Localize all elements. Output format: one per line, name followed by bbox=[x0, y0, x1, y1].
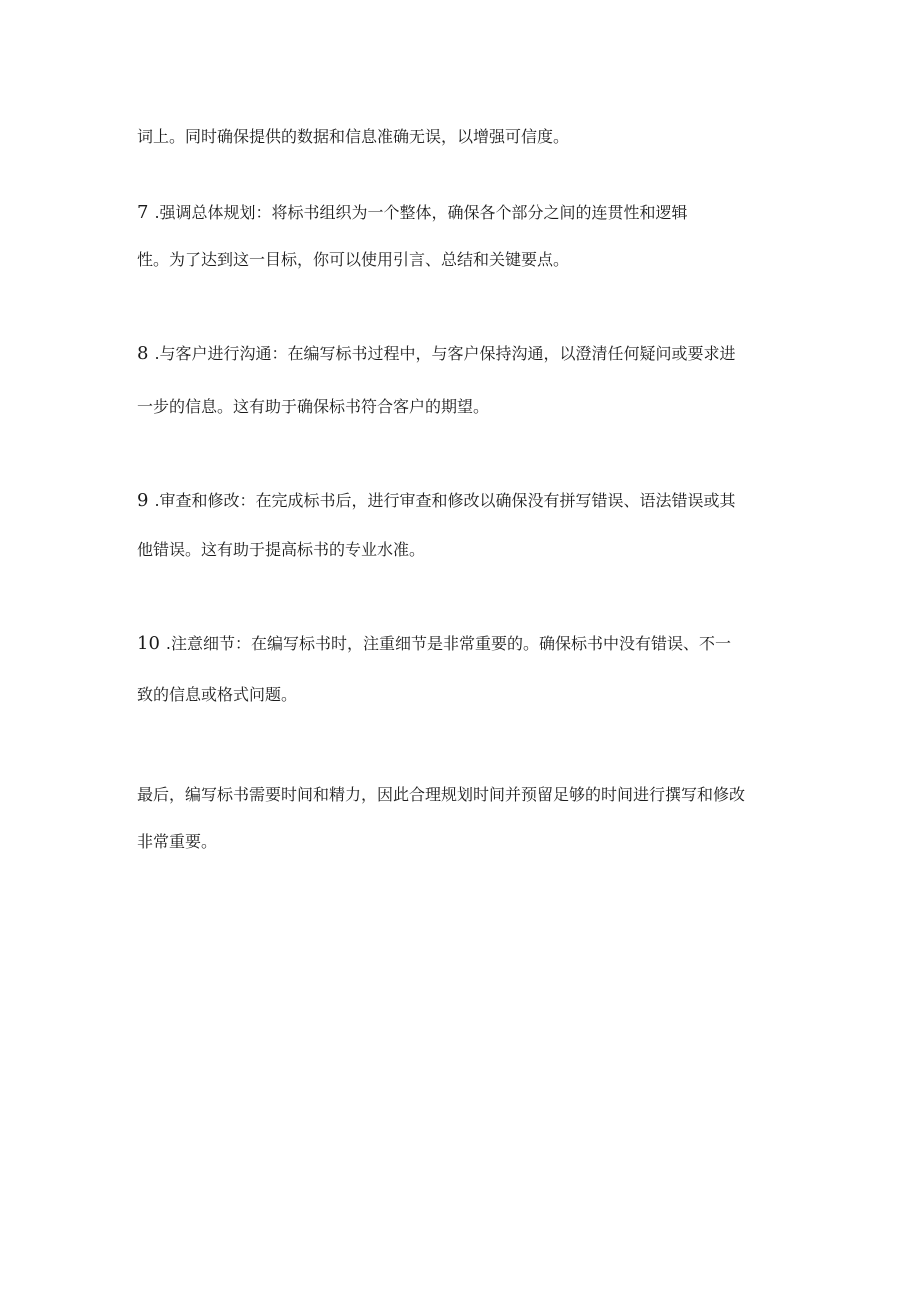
list-number: 9 bbox=[137, 490, 149, 511]
paragraph-text: 非常重要。 bbox=[137, 832, 218, 851]
paragraph-line bbox=[137, 250, 797, 270]
paragraph-line bbox=[137, 344, 797, 364]
paragraph-text: 词上。同时确保提供的数据和信息准确无误，以增强可信度。 bbox=[137, 127, 570, 146]
paragraph-text: 最后，编写标书需要时间和精力，因此合理规划时间并预留足够的时间进行撰写和修改 bbox=[137, 785, 746, 804]
paragraph-text: 他错误。这有助于提高标书的专业水准。 bbox=[137, 540, 426, 559]
paragraph-text: 一步的信息。这有助于确保标书符合客户的期望。 bbox=[137, 397, 490, 416]
paragraph-text: .与客户进行沟通：在编写标书过程中，与客户保持沟通，以澄清任何疑问或要求进 bbox=[154, 344, 736, 363]
list-number: 7 bbox=[137, 202, 149, 223]
paragraph-line bbox=[137, 785, 797, 805]
paragraph-text: .注意细节：在编写标书时，注重细节是非常重要的。确保标书中没有错误、不一 bbox=[165, 634, 731, 653]
paragraph-text: .强调总体规划：将标书组织为一个整体，确保各个部分之间的连贯性和逻辑 bbox=[154, 203, 688, 222]
paragraph-line bbox=[137, 540, 797, 560]
paragraph-line bbox=[137, 685, 797, 705]
paragraph-text: 性。为了达到这一目标，你可以使用引言、总结和关键要点。 bbox=[137, 250, 570, 269]
paragraph-text: 致的信息或格式问题。 bbox=[137, 685, 298, 704]
list-number: 10 bbox=[137, 633, 160, 654]
paragraph-text: .审查和修改：在完成标书后，进行审查和修改以确保没有拼写错误、语法错误或其 bbox=[154, 491, 736, 510]
paragraph-line bbox=[137, 634, 797, 654]
paragraph-line bbox=[137, 203, 797, 223]
paragraph-line bbox=[137, 832, 797, 852]
paragraph-line bbox=[137, 397, 797, 417]
paragraph-line bbox=[137, 491, 797, 511]
paragraph-line bbox=[137, 127, 797, 147]
list-number: 8 bbox=[137, 343, 149, 364]
